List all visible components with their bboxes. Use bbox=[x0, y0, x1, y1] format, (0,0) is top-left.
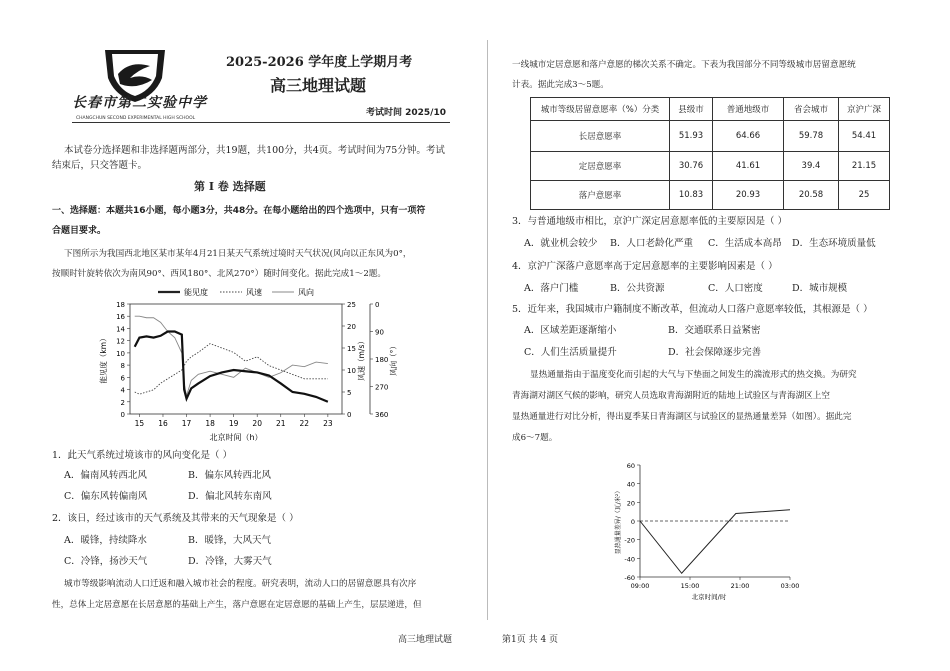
y-left-tick-label: 4 bbox=[120, 386, 125, 395]
school-name-en: CHANGCHUN SECOND EXPERIMENTAL HIGH SCHOOL bbox=[76, 116, 196, 121]
y-right-axis-title: 风向（°） bbox=[389, 342, 398, 376]
q5-option-b: B．交通联系日益紧密 bbox=[668, 325, 761, 336]
footer-subject: 高三地理试题 bbox=[398, 635, 453, 645]
q2-option-d: D．冷锋，大雾天气 bbox=[188, 556, 272, 567]
passage1-line-2: 按顺时针旋转依次为南风90°、西风180°、北风270°）随时间变化。据此完成1～2题。 bbox=[52, 269, 386, 279]
wind-speed-line bbox=[135, 344, 328, 395]
x-tick-label: 20 bbox=[252, 419, 262, 428]
q5-option-a: A．区域差距逐渐缩小 bbox=[524, 325, 617, 336]
y-tick-label: -60 bbox=[624, 574, 635, 582]
legend-visibility-label: 能见度 bbox=[184, 288, 208, 297]
y-left-tick-label: 12 bbox=[116, 337, 125, 346]
table-cell: 59.78 bbox=[784, 121, 839, 152]
y-axis-title: 显热通量差异/（瓦/米²） bbox=[615, 487, 622, 555]
exam-title: 2025-2026 学年度上学期月考 bbox=[226, 55, 413, 70]
table-cell: 64.66 bbox=[713, 121, 784, 152]
y-right-tick-label: 90 bbox=[375, 328, 384, 337]
q1-option-b: B．偏东风转西北风 bbox=[188, 470, 271, 481]
table-cell: 30.76 bbox=[670, 152, 713, 181]
y-tick-label: 20 bbox=[626, 499, 635, 508]
y-left-tick-label: 10 bbox=[116, 349, 125, 358]
y-right-tick-label: 360 bbox=[375, 411, 389, 419]
y-mid-axis-title: 风速（m/s） bbox=[357, 337, 366, 381]
passage2-cont-line-2: 计表。据此完成3～5题。 bbox=[512, 80, 609, 90]
subject-title: 高三地理试题 bbox=[270, 76, 367, 95]
y-mid-tick-label: 15 bbox=[347, 345, 356, 353]
q5-option-c: C．人们生活质量提升 bbox=[524, 347, 617, 358]
x-tick-label: 21 bbox=[275, 419, 286, 428]
passage3-line-4: 成6～7题。 bbox=[512, 433, 558, 443]
table-cell: 20.58 bbox=[784, 181, 839, 210]
passage2-cont-line-1: 一线城市定居意愿和落户意愿的梯次关系不确定。下表为我国部分不同等级城市居留意愿统 bbox=[512, 60, 856, 70]
header-rule bbox=[72, 122, 450, 123]
intro-line-2: 结束后，只交答题卡。 bbox=[52, 160, 148, 171]
y-mid-tick-label: 0 bbox=[347, 411, 352, 419]
y-mid-tick-label: 10 bbox=[347, 367, 356, 375]
passage2-line-1: 城市等级影响流动人口迁返和融入城市社会的程度。研究表明，流动人口的居留意愿具有次序 bbox=[64, 579, 417, 589]
section-instruction-2: 合题目要求。 bbox=[52, 226, 107, 236]
y-left-tick-label: 2 bbox=[120, 398, 125, 407]
q1-stem: 1．此天气系统过境该市的风向变化是（ ） bbox=[52, 450, 233, 461]
q4-option-b: B．公共资源 bbox=[610, 283, 665, 294]
table-cell: 21.15 bbox=[839, 152, 890, 181]
legend-wind-speed-label: 风速 bbox=[246, 288, 262, 297]
y-right-tick-label: 0 bbox=[375, 301, 380, 309]
table-header: 京沪广深 bbox=[839, 98, 890, 121]
x-tick-label: 18 bbox=[205, 419, 215, 428]
table-row bbox=[531, 152, 890, 181]
passage3-line-2: 青海湖对湖区气候的影响，研究人员选取青海湖附近的陆地上试验区与青海湖区上空 bbox=[512, 391, 830, 401]
q1-option-a: A．偏南风转西北风 bbox=[64, 470, 147, 481]
x-tick-label: 03:00 bbox=[780, 582, 800, 590]
table-cell: 长居意愿率 bbox=[531, 121, 670, 152]
y-tick-label: -40 bbox=[624, 555, 635, 564]
y-tick-label: -20 bbox=[624, 536, 635, 545]
q3-option-b: B．人口老龄化严重 bbox=[610, 238, 693, 249]
q5-option-d: D．社会保障逐步完善 bbox=[668, 347, 762, 358]
y-mid-tick-label: 20 bbox=[347, 323, 356, 331]
x-tick-label: 15:00 bbox=[680, 582, 700, 590]
heat-flux-line bbox=[640, 510, 790, 573]
table-row bbox=[531, 121, 890, 152]
table-header: 省会城市 bbox=[784, 98, 839, 121]
footer-page: 第1页 共 4 页 bbox=[502, 635, 559, 645]
x-tick-label: 22 bbox=[299, 419, 310, 428]
y-tick-label: 40 bbox=[626, 480, 635, 489]
q3-option-d: D．生态环境质量低 bbox=[792, 238, 876, 249]
y-left-tick-label: 0 bbox=[120, 411, 125, 419]
q3-stem: 3．与普通地级市相比，京沪广深定居意愿率低的主要原因是（ ） bbox=[512, 216, 788, 227]
passage3-line-1: 显热通量指由于温度变化而引起的大气与下垫面之间发生的湍流形式的热交换。为研究 bbox=[530, 370, 857, 380]
table-cell: 41.61 bbox=[713, 152, 784, 181]
q2-option-a: A．暖锋，持续降水 bbox=[64, 535, 147, 546]
plot-frame bbox=[130, 304, 342, 414]
y-right-tick-label: 270 bbox=[375, 383, 389, 392]
x-axis-title: 北京时间（h） bbox=[209, 433, 263, 442]
x-tick-label: 16 bbox=[158, 419, 168, 428]
q2-option-c: C．冷锋，扬沙天气 bbox=[64, 556, 148, 567]
y-left-tick-label: 14 bbox=[116, 325, 125, 334]
table-cell: 25 bbox=[839, 181, 890, 210]
table-cell: 定居意愿率 bbox=[531, 152, 670, 181]
y-mid-tick-label: 25 bbox=[347, 301, 356, 309]
x-tick-label: 15 bbox=[134, 419, 145, 428]
settlement-table bbox=[530, 97, 890, 210]
wind-direction-line bbox=[135, 316, 328, 395]
y-left-axis-title: 能见度（km） bbox=[99, 334, 108, 384]
table-cell: 54.41 bbox=[839, 121, 890, 152]
q4-option-c: C．人口密度 bbox=[708, 283, 763, 294]
y-tick-label: 60 bbox=[626, 462, 635, 470]
x-tick-label: 21:00 bbox=[730, 582, 750, 590]
q3-option-c: C．生活成本高昂 bbox=[708, 238, 782, 249]
table-cell: 10.83 bbox=[670, 181, 713, 210]
table-cell: 落户意愿率 bbox=[531, 181, 670, 210]
section-title: 第 Ⅰ 卷 选择题 bbox=[194, 180, 266, 193]
q3-option-a: A．就业机会较少 bbox=[524, 238, 598, 249]
x-tick-label: 23 bbox=[323, 419, 333, 428]
y-left-tick-label: 18 bbox=[116, 301, 125, 309]
table-header: 普通地级市 bbox=[713, 98, 784, 121]
y-right-tick-label: 180 bbox=[375, 356, 389, 364]
table-cell: 39.4 bbox=[784, 152, 839, 181]
q1-option-d: D．偏北风转东南风 bbox=[188, 491, 272, 502]
x-tick-label: 17 bbox=[181, 419, 192, 428]
table-header-row bbox=[531, 98, 890, 121]
legend-wind-direction-label: 风向 bbox=[298, 288, 314, 297]
intro-line-1: 本试卷分选择题和非选择题两部分，共19题，共100分，共4页。考试时间为75分钟。考试 bbox=[64, 145, 445, 156]
y-left-tick-label: 16 bbox=[116, 313, 125, 322]
passage1-line-1: 下图所示为我国西北地区某市某年4月21日某天气系统过境时天气状况(风向以正东风为0°， bbox=[64, 249, 412, 259]
q2-stem: 2．该日，经过该市的天气系统及其带来的天气现象是（ ） bbox=[52, 513, 299, 524]
column-divider bbox=[487, 40, 488, 620]
table-cell: 51.93 bbox=[670, 121, 713, 152]
q4-option-d: D．城市规模 bbox=[792, 283, 848, 294]
table-header: 县级市 bbox=[670, 98, 713, 121]
x-tick-label: 19 bbox=[228, 419, 239, 428]
passage2-line-2: 性，总体上定居意愿在长居意愿的基础上产生，落户意愿在定居意愿的基础上产生，层层递进，但 bbox=[52, 600, 422, 610]
x-axis-title: 北京时间/时 bbox=[691, 593, 727, 601]
q4-option-a: A．落户门槛 bbox=[524, 283, 579, 294]
section-instruction-1: 一、选择题：本题共16小题，每小题3分，共48分。在每小题给出的四个选项中，只有一项符 bbox=[52, 206, 426, 216]
table-cell: 20.93 bbox=[713, 181, 784, 210]
visibility-line bbox=[135, 332, 328, 402]
y-left-tick-label: 8 bbox=[120, 362, 125, 371]
y-left-tick-label: 6 bbox=[120, 374, 125, 383]
exam-time: 考试时间 2025/10 bbox=[366, 108, 446, 118]
q2-option-b: B．暖锋，大风天气 bbox=[188, 535, 271, 546]
q5-stem: 5．近年来，我国城市户籍制度不断改革，但流动人口落户意愿率较低，其根源是（ ） bbox=[512, 304, 873, 315]
table-row bbox=[531, 181, 890, 210]
weather-chart bbox=[80, 284, 450, 444]
table-header: 城市等级居留意愿率（%）分类 bbox=[531, 98, 670, 121]
y-mid-tick-label: 5 bbox=[347, 389, 352, 397]
y-tick-label: 0 bbox=[630, 518, 635, 526]
passage3-line-3: 显热通量进行对比分析，得出夏季某日青海湖区与试验区的显热通量差异（如图）。据此完 bbox=[512, 412, 852, 422]
x-tick-label: 09:00 bbox=[630, 582, 650, 590]
q4-stem: 4．京沪广深落户意愿率高于定居意愿率的主要影响因素是（ ） bbox=[512, 261, 778, 272]
heat-flux-chart bbox=[600, 455, 810, 605]
q1-option-c: C．偏东风转偏南风 bbox=[64, 491, 148, 502]
school-name: 长春市第二实验中学 bbox=[72, 95, 207, 111]
